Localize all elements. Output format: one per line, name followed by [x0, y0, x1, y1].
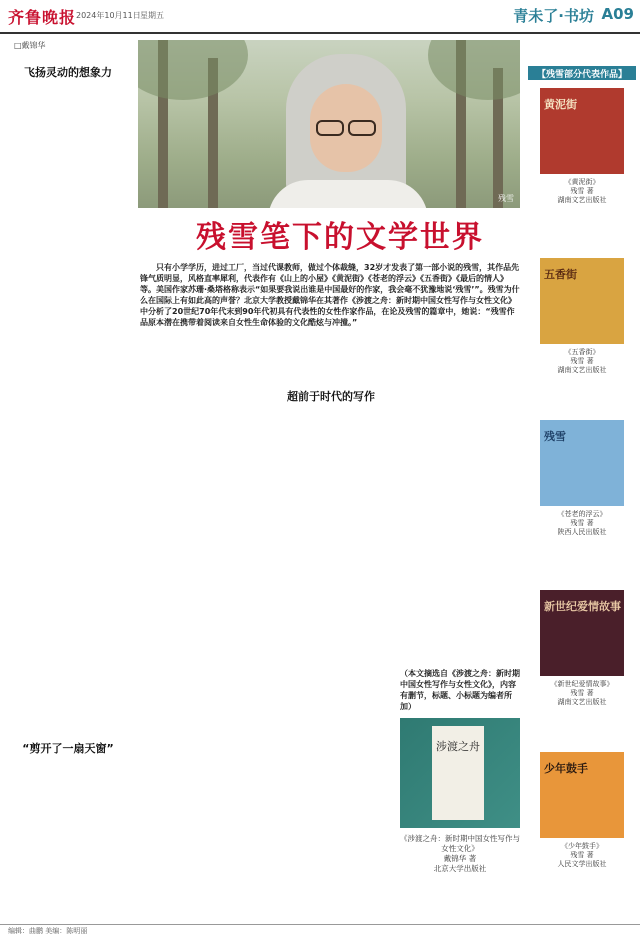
article-body-col-2	[270, 352, 392, 382]
book-cover-title: 涉渡之舟	[436, 740, 480, 753]
book-caption: 《苍老的浮云》 残雪 著 陕西人民出版社	[557, 510, 607, 536]
book-cover	[540, 752, 624, 838]
byline	[4, 40, 134, 54]
author-name: □戴锦华	[14, 41, 46, 50]
sidebar-title: 【残雪部分代表作品】	[536, 70, 627, 80]
issue-weekday: 星期五	[140, 11, 164, 20]
portrait-body	[268, 180, 428, 208]
article-headline: 残雪笔下的文学世界	[196, 220, 484, 255]
glasses-icon	[316, 120, 376, 134]
article-body-col-3	[400, 352, 522, 662]
book-cover	[540, 258, 624, 344]
book-cover	[540, 420, 624, 506]
book-cover-shedu	[400, 718, 520, 828]
book-cover	[540, 590, 624, 676]
book-cover	[540, 88, 624, 174]
article-body-left-3	[6, 758, 130, 918]
book-cover-title: 新世纪爱情故事	[544, 600, 621, 613]
issue-date: 2024年10月11日	[76, 11, 141, 20]
photo-caption: 残雪	[498, 194, 514, 203]
foliage	[428, 40, 520, 100]
book-caption: 《新世纪爱情故事》 残雪 著 湖南文艺出版社	[550, 680, 614, 706]
section-title: 青未了·书坊	[513, 7, 594, 25]
page-number: A09	[601, 5, 634, 23]
header-divider	[0, 32, 640, 34]
article-body-left-2	[6, 424, 130, 734]
book-cover-title: 残雪	[544, 430, 566, 443]
book-caption: 《五香街》 残雪 著 湖南文艺出版社	[557, 348, 607, 374]
book-caption: 《少年鼓手》 残雪 著 人民文学出版社	[557, 842, 607, 868]
excerpt-note: （本文摘选自《涉渡之舟：新时期中国女性写作与女性文化》，内容有删节，标题、小标题为编者所加）	[400, 669, 520, 711]
subhead-3: 超前于时代的写作	[287, 390, 375, 403]
footer-divider	[0, 924, 640, 925]
newspaper-logo: 齐鲁晚报	[8, 8, 77, 27]
book-cover-title: 少年鼓手	[544, 762, 588, 775]
article-body-col-2b	[270, 404, 392, 920]
book-caption-shedu: 《涉渡之舟：新时期中国女性写作与女性文化》 戴锦华 著 北京大学出版社	[400, 834, 520, 873]
editor-credits: 编辑：曲鹏 美编：陈明丽	[8, 927, 88, 935]
page-header	[0, 0, 640, 32]
book-cover-title: 五香街	[544, 268, 577, 281]
foliage	[138, 40, 248, 100]
article-body-col-1	[140, 352, 262, 920]
book-caption: 《黄泥街》 残雪 著 湖南文艺出版社	[557, 178, 607, 204]
author-photo	[138, 40, 520, 208]
book-cover-title: 黄泥街	[544, 98, 577, 111]
article-intro: 只有小学学历，进过工厂，当过代课教师，做过个体裁缝，32岁才发表了第一部小说的残雪，其作品先锋气质明显，风格直率犀利，代表作有《山上的小屋》《黄泥街》《苍老的浮云》《五香街》《最后的情人》等。美国作家苏珊·桑塔格称表示“如果要我说出谁是中国最好的作家，我会毫不犹豫地说‘残雪’”。残雪为什么在国际上有如此高的声誉？北京大学教授戴锦华在其著作《涉渡之舟：新时期中国女性写作与女性文化》中分析了20世纪70年代末到90年代初具有代表性的女性作家作品，在论及残雪的篇章中，她说：“残雪作品原本潜在携带着阅读来自女性生命体验的文化酷炫与冲撞。”	[140, 263, 520, 327]
article-body-left-1	[6, 80, 130, 420]
subhead-2: “剪开了一扇天窗”	[22, 742, 114, 755]
subhead-1: 飞扬灵动的想象力	[24, 66, 112, 79]
